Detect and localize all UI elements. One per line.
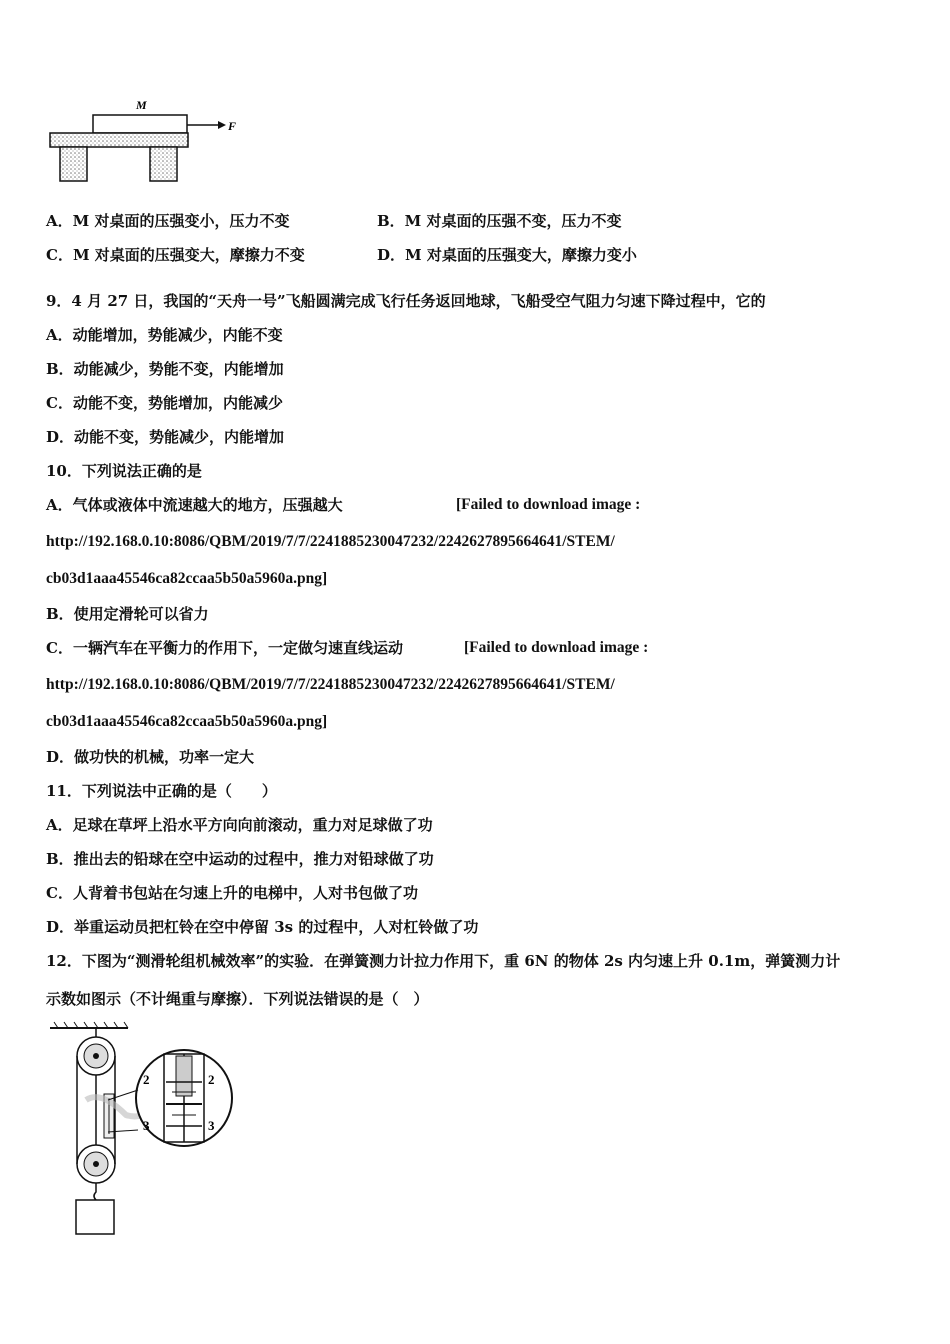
q10-stem: 10．下列说法正确的是 [46,462,202,480]
q8-option-a: A．M 对桌面的压强变小，压力不变 [46,212,290,230]
movable-pulley [77,1145,115,1183]
table-top [50,133,188,147]
q10-url-a-line2: cb03d1aaa45546ca82ccaa5b50a5960a.png] [46,570,328,587]
q10-url-a-line1: http://192.168.0.10:8086/QBM/2019/7/7/2241885230047232/2242627895664641/STEM/ [46,533,615,550]
scale-label-left-2: 2 [143,1072,150,1087]
table-leg-right [150,147,177,181]
q9-option-c: C．动能不变，势能增加，内能减少 [46,394,283,412]
table-leg-left [60,147,87,181]
weight-block [76,1200,114,1234]
fixed-pulley [77,1037,115,1075]
force-arrow-head [218,121,226,129]
q8-option-d: D．M 对桌面的压强变大，摩擦力变小 [377,246,637,264]
q10-url-c-line2: cb03d1aaa45546ca82ccaa5b50a5960a.png] [46,713,328,730]
q8-option-c: C．M 对桌面的压强变大，摩擦力不变 [46,246,305,264]
q11-stem: 11．下列说法中正确的是（ ） [46,782,277,800]
q10-failed-image-a: [Failed to download image : [456,496,641,513]
q10-option-b: B．使用定滑轮可以省力 [46,605,209,623]
q10-option-a: A．气体或液体中流速越大的地方，压强越大 [46,496,343,514]
q9-option-b: B．动能减少，势能不变，内能增加 [46,360,284,378]
block-m [93,115,187,133]
scale-label-right-3: 3 [208,1118,215,1133]
q12-stem-line1: 12．下图为“测滑轮组机械效率”的实验．在弹簧测力计拉力作用下，重 6N 的物体 2s 内匀速上升 0.1m，弹簧测力计 [46,952,841,970]
pulley-system-figure [46,1020,238,1242]
q10-url-c-line1: http://192.168.0.10:8086/QBM/2019/7/7/2241885230047232/2242627895664641/STEM/ [46,676,615,693]
block-on-table-figure [46,96,246,186]
q10-option-c: C．一辆汽车在平衡力的作用下，一定做匀速直线运动 [46,639,403,657]
q11-option-c: C．人背着书包站在匀速上升的电梯中，人对书包做了功 [46,884,418,902]
q9-stem: 9．4 月 27 日，我国的“天舟一号”飞船圆满完成飞行任务返回地球，飞船受空气阻力匀速下降过程中，它的 [46,292,766,310]
q8-option-b: B．M 对桌面的压强不变，压力不变 [377,212,622,230]
scale-label-right-2: 2 [208,1072,215,1087]
q10-option-d: D．做功快的机械，功率一定大 [46,748,255,766]
q9-option-d: D．动能不变，势能减少，内能增加 [46,428,285,446]
mass-label: M [136,98,147,112]
q12-stem-line2: 示数如图示（不计绳重与摩擦）．下列说法错误的是（ ） [46,990,429,1008]
q9-option-a: A．动能增加，势能减少，内能不变 [46,326,283,344]
q11-option-b: B．推出去的铅球在空中运动的过程中，推力对铅球做了功 [46,850,434,868]
scale-label-left-3: 3 [143,1118,150,1133]
q10-failed-image-c: [Failed to download image : [464,639,649,656]
q11-option-a: A．足球在草坪上沿水平方向向前滚动，重力对足球做了功 [46,816,433,834]
q11-option-d: D．举重运动员把杠铃在空中停留 3s 的过程中，人对杠铃做了功 [46,918,479,936]
force-label: F [228,119,237,133]
ceiling-support [50,1022,128,1038]
